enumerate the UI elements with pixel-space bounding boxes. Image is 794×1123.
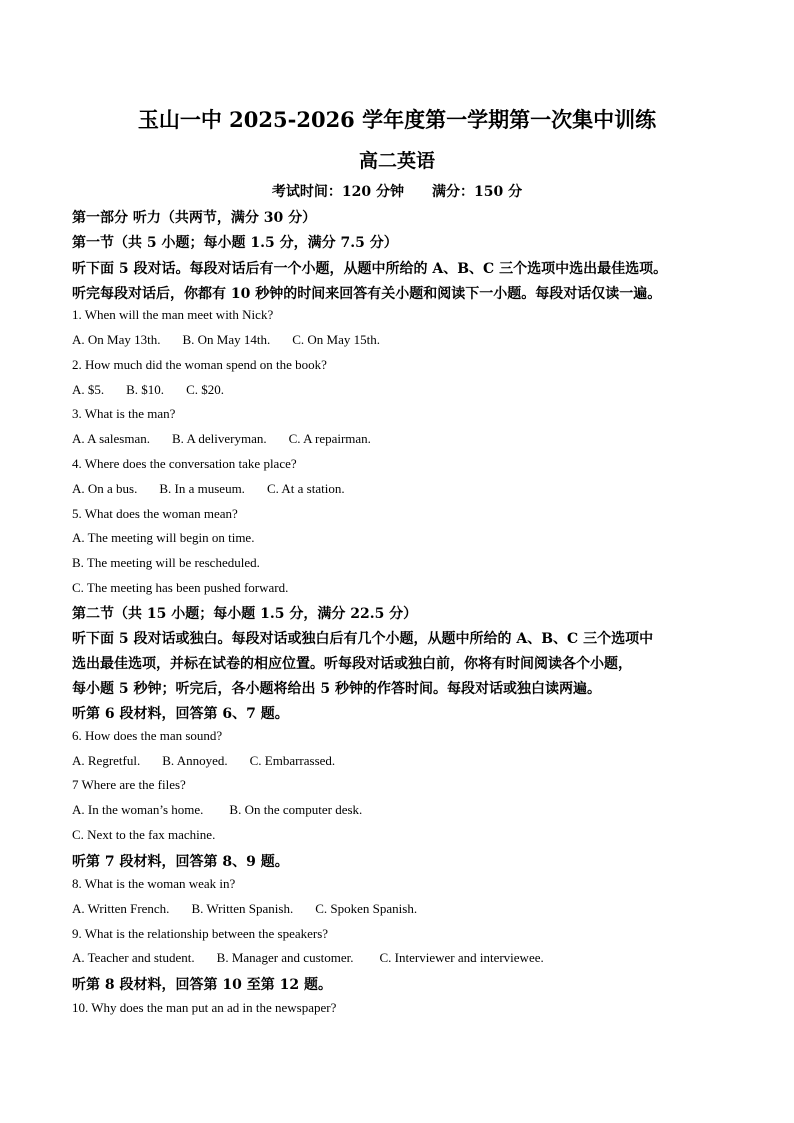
option-a: A. On a bus. [72,481,138,496]
option-a: A. Teacher and student. [72,950,195,965]
section2-heading: 第二节（共 15 小题；每小题 1.5 分，满分 22.5 分） [72,606,418,622]
part1-heading: 第一部分 听力（共两节，满分 30 分） [72,210,317,226]
section2-instruction-line: 每小题 5 秒钟；听完后，各小题将给出 5 秒钟的作答时间。每段对话或独白读两遍。 [72,681,601,697]
option-a: A. A salesman. [72,431,150,446]
exam-time: 考试时间：120 分钟 [271,184,404,200]
option-a: A. The meeting will begin on time. [72,530,255,545]
option-a: A. Written French. [72,901,170,916]
option-b: B. On the computer desk. [229,802,363,817]
question-8-stem: 8. What is the woman weak in? [72,876,236,891]
question-7-stem: 7 Where are the files? [72,777,186,792]
option-a: A. In the woman’s home. [72,802,204,817]
material-6-heading: 听第 6 段材料，回答第 6、7 题。 [72,706,289,722]
option-c: C. The meeting has been pushed forward. [72,580,289,595]
option-b: B. Written Spanish. [191,901,294,916]
question-2-stem: 2. How much did the woman spend on the book? [72,357,327,372]
section2-instruction-line: 选出最佳选项，并标在试卷的相应位置。听每段对话或独白前，你将有时间阅读各个小题， [72,656,632,672]
option-c: C. A repairman. [288,431,371,446]
question-3-stem: 3. What is the man? [72,406,176,421]
option-a: A. On May 13th. [72,332,161,347]
question-7-options [72,802,362,818]
option-b: B. On May 14th. [182,332,271,347]
question-3-options [72,431,371,447]
option-b: B. The meeting will be rescheduled. [72,555,260,570]
exam-info [0,181,794,201]
option-a: A. $5. [72,382,105,397]
option-c: C. Embarrassed. [249,753,336,768]
question-4-options [72,481,345,497]
question-6-stem: 6. How does the man sound? [72,728,223,743]
question-5-stem: 5. What does the woman mean? [72,506,238,521]
question-8-options [72,901,417,917]
option-b: B. $10. [126,382,165,397]
section2-instruction-line: 听下面 5 段对话或独白。每段对话或独白后有几个小题，从题中所给的 A、B、C 三个选项中 [72,631,654,647]
option-c: C. Next to the fax machine. [72,827,216,842]
material-7-heading: 听第 7 段材料，回答第 8、9 题。 [72,854,289,870]
option-b: B. A deliveryman. [172,431,267,446]
option-a: A. Regretful. [72,753,141,768]
option-b: B. Manager and customer. [216,950,354,965]
question-10-stem: 10. Why does the man put an ad in the newspaper? [72,1000,337,1015]
option-c: C. On May 15th. [292,332,380,347]
question-1-options [72,332,380,348]
section1-instruction-line: 听下面 5 段对话。每段对话后有一个小题，从题中所给的 A、B、C 三个选项中选出最佳选项。 [72,261,668,277]
section1-heading: 第一节（共 5 小题；每小题 1.5 分，满分 7.5 分） [72,235,398,251]
question-2-options [72,382,224,398]
exam-title: 玉山一中 2025-2026 学年度第一学期第一次集中训练 [137,107,657,132]
section1-instruction-line: 听完每段对话后，你都有 10 秒钟的时间来回答有关小题和阅读下一小题。每段对话仅读一遍。 [72,286,662,302]
exam-subtitle: 高二英语 [358,150,435,172]
option-c: C. Spoken Spanish. [315,901,418,916]
question-6-options [72,753,335,769]
option-b: B. Annoyed. [162,753,228,768]
question-1-stem: 1. When will the man meet with Nick? [72,307,274,322]
question-9-stem: 9. What is the relationship between the speakers? [72,926,329,941]
question-4-stem: 4. Where does the conversation take place? [72,456,297,471]
material-8-heading: 听第 8 段材料，回答第 10 至第 12 题。 [72,977,332,993]
option-c: C. $20. [186,382,224,397]
question-9-options [72,950,544,966]
option-c: C. At a station. [266,481,345,496]
option-b: B. In a museum. [159,481,245,496]
full-score: 满分：150 分 [432,184,523,200]
option-c: C. Interviewer and interviewee. [379,950,544,965]
